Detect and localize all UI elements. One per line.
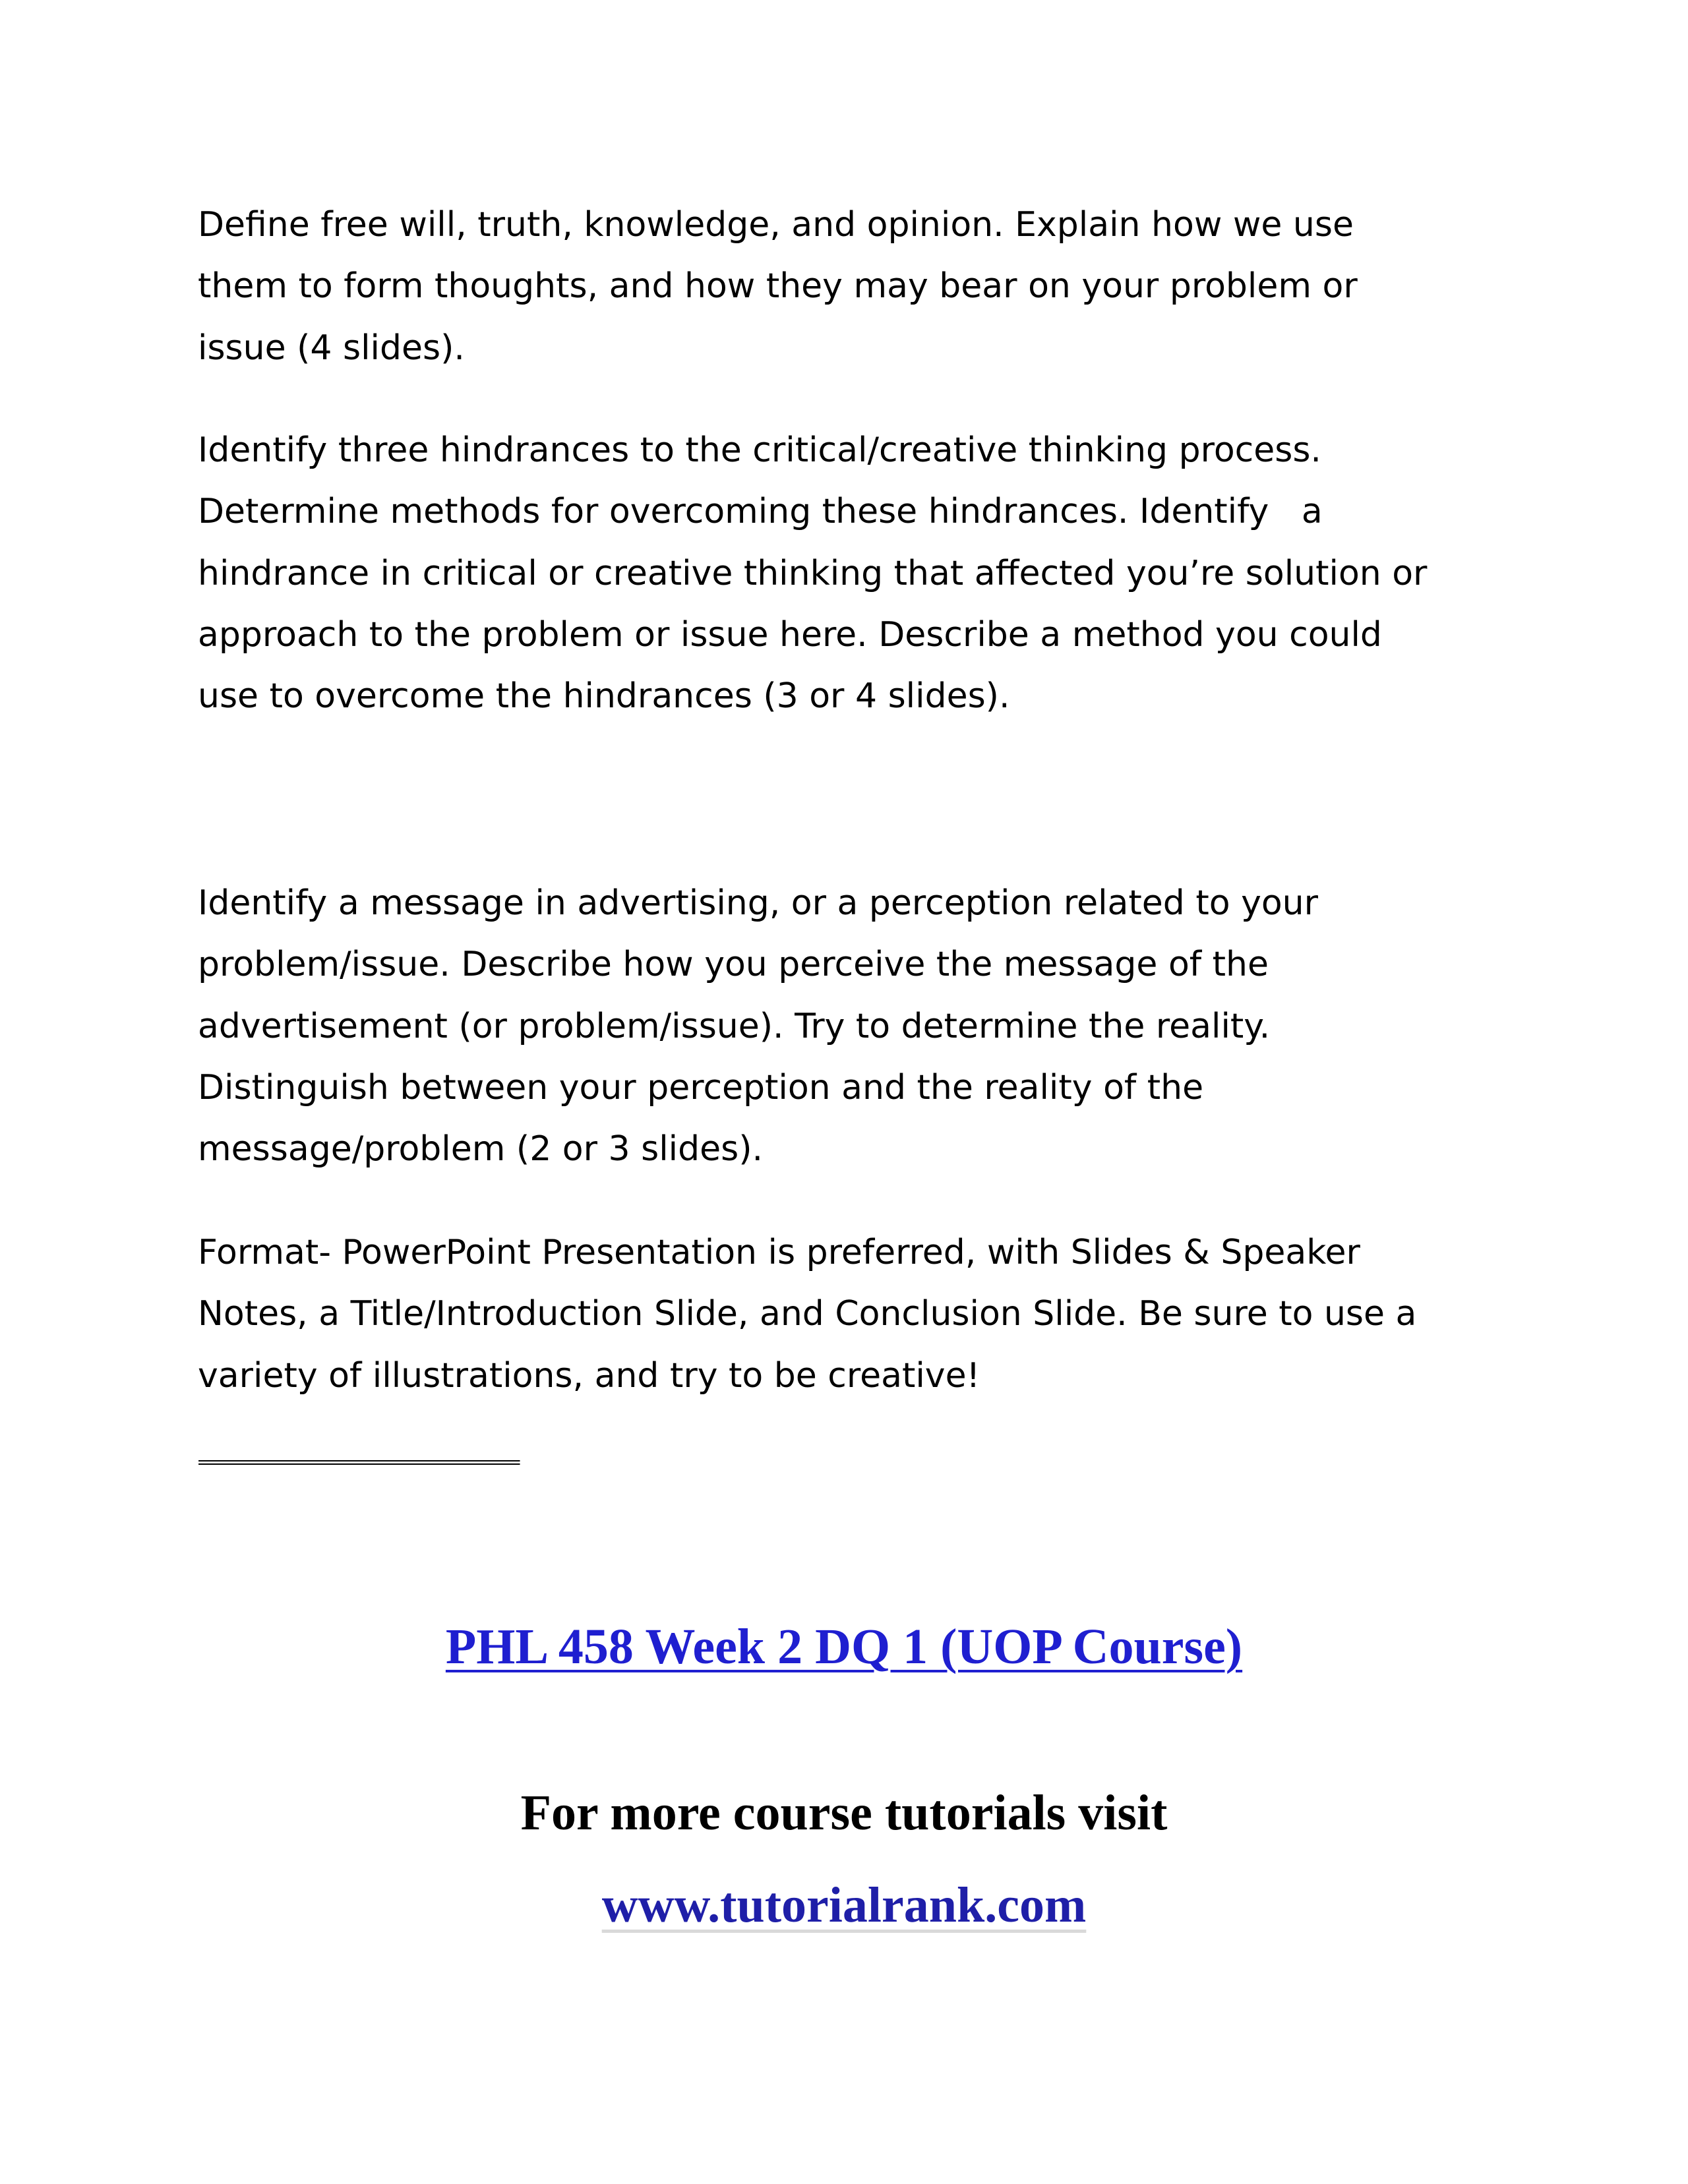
paragraph-line: Define free will, truth, knowledge, and opinion. Explain how we use [198, 205, 1354, 245]
paragraph-line: use to overcome the hindrances (3 or 4 slides). [198, 676, 1010, 717]
paragraph-line: hindrance in critical or creative thinking that affected you’re solution or [198, 553, 1428, 593]
paragraph-advertising [198, 873, 1517, 1180]
paragraph-line: Identify a message in advertising, or a perception related to your [198, 883, 1318, 923]
separator-line: ============================================ [198, 1453, 519, 1471]
paragraph-line: variety of illustrations, and try to be creative! [198, 1355, 980, 1396]
paragraph-line: advertisement (or problem/issue). Try to determine the reality. [198, 1006, 1271, 1046]
paragraph-line: Distinguish between your perception and the reality of the [198, 1067, 1204, 1107]
paragraph-line: Determine methods for overcoming these hindrances. Identify a [198, 492, 1323, 532]
paragraph-hindrances [198, 420, 1517, 727]
paragraph-format [198, 1222, 1517, 1407]
paragraph-line: them to form thoughts, and how they may bear on your problem or [198, 266, 1358, 307]
visit-text: For more course tutorials visit [520, 1785, 1168, 1841]
site-link[interactable]: www.tutorialrank.com [601, 1877, 1087, 1933]
paragraph-free-will [198, 194, 1517, 379]
paragraph-line: issue (4 slides). [198, 328, 465, 368]
site-link-container [0, 1872, 1688, 1938]
paragraph-line: Identify three hindrances to the critical/creative thinking process. [198, 430, 1321, 470]
course-title [0, 1614, 1688, 1680]
course-link[interactable]: PHL 458 Week 2 DQ 1 (UOP Course) [445, 1619, 1243, 1674]
paragraph-line: Format- PowerPoint Presentation is preferred, with Slides & Speaker [198, 1233, 1360, 1272]
paragraph-line: approach to the problem or issue here. Describe a method you could [198, 614, 1382, 655]
paragraph-line: Notes, a Title/Introduction Slide, and Conclusion Slide. Be sure to use a [198, 1294, 1417, 1334]
paragraph-line: message/problem (2 or 3 slides). [198, 1129, 764, 1169]
paragraph-line: problem/issue. Describe how you perceive the message of the [198, 945, 1269, 985]
